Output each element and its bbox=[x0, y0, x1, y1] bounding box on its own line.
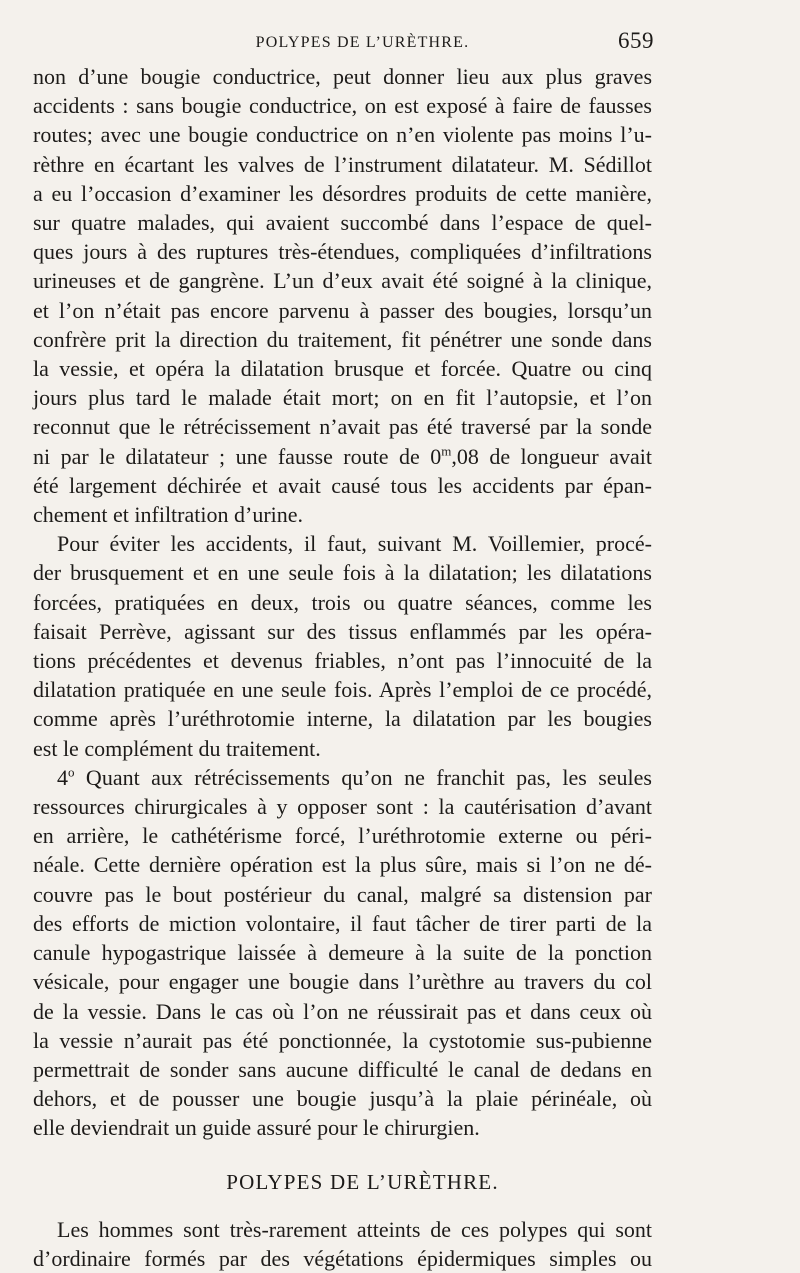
text-line: d’ordinaire formés par des végétations épidermiques simples ou bbox=[33, 1245, 652, 1271]
text-line: forcées, pratiquées en deux, trois ou quatre séances, comme les bbox=[33, 589, 652, 615]
paragraph-polypes bbox=[33, 1215, 652, 1273]
text-line: ques jours à des ruptures très-étendues, compliquées d’infiltrations bbox=[33, 239, 652, 265]
section-title: POLYPES DE L’URÈTHRE. bbox=[226, 1169, 499, 1194]
page-number: 659 bbox=[618, 28, 654, 53]
text-line: chement et infiltration d’urine. bbox=[33, 502, 304, 528]
text-line: non d’une bougie conductrice, peut donner lieu aux plus graves bbox=[33, 64, 652, 89]
text-line: faisait Perrève, agissant sur des tissus enflammés par les opéra- bbox=[33, 618, 652, 644]
text-line: ressources chirurgicales à y opposer sont : la cautérisation d’avant bbox=[33, 794, 652, 820]
item-text: Quant aux rétrécissements qu’on ne franchit pas, les seules bbox=[74, 764, 652, 790]
text-line: dehors, et de pousser une bougie jusqu’à la plaie périnéale, où bbox=[33, 1086, 652, 1112]
text-line: vésicale, pour engager une bougie dans l’urèthre au travers du col bbox=[33, 969, 652, 995]
paragraph-point-4 bbox=[33, 763, 652, 1143]
text-line: comme après l’uréthrotomie interne, la dilatation par les bougies bbox=[33, 706, 652, 732]
text-line: néale. Cette dernière opération est la plus sûre, mais si l’on ne dé- bbox=[33, 852, 652, 878]
text-line: accidents : sans bougie conductrice, on est exposé à faire de fausses bbox=[33, 93, 652, 119]
text-line: confrère prit la direction du traitement, fit pénétrer une sonde dans bbox=[33, 326, 652, 352]
item-number: 4 bbox=[57, 764, 68, 790]
text-line: canule hypogastrique laissée à demeure à la suite de la ponction bbox=[33, 940, 652, 966]
measure-text-before: ni par le dilatateur ; une fausse route de 0 bbox=[33, 443, 442, 469]
text-line: été largement déchirée et avait causé tous les accidents par épan- bbox=[33, 472, 652, 498]
text-line: a eu l’occasion d’examiner les désordres produits de cette manière, bbox=[33, 180, 652, 206]
text-line: Pour éviter les accidents, il faut, suivant M. Voillemier, procé- bbox=[57, 531, 652, 557]
item-number-superscript: o bbox=[68, 764, 75, 780]
text-line: reconnut que le rétrécissement n’avait pas été traversé par la sonde bbox=[33, 414, 652, 440]
text-line: dilatation pratiquée en une seule fois. Après l’emploi de ce procédé, bbox=[33, 677, 652, 703]
text-line: routes; avec une bougie conductrice on n’en violente pas moins l’u- bbox=[33, 122, 652, 148]
text-line: sur quatre malades, qui avaient succombé dans l’espace de quel- bbox=[33, 210, 652, 236]
text-line: couvre pas le bout postérieur du canal, malgré sa distension par bbox=[33, 881, 652, 907]
measure-text-after: ,08 de longueur avait bbox=[451, 443, 652, 469]
text-line: permettrait de sonder sans aucune difficulté le canal de dedans en bbox=[33, 1056, 652, 1082]
text-line: de la vessie. Dans le cas où l’on ne réussirait pas et dans ceux où bbox=[33, 998, 652, 1024]
paragraph-voillemier bbox=[33, 529, 652, 763]
text-line: et l’on n’était pas encore parvenu à passer des bougies, lorsqu’un bbox=[33, 297, 652, 323]
text-line: des efforts de miction volontaire, il faut tâcher de tirer parti de la bbox=[33, 910, 652, 936]
text-line: rèthre en écartant les valves de l’instrument dilatateur. M. Sédillot bbox=[33, 151, 652, 177]
text-line: la vessie n’aurait pas été ponctionnée, la cystotomie sus-pubienne bbox=[33, 1027, 652, 1053]
text-line: Les hommes sont très-rarement atteints de ces polypes qui sont bbox=[57, 1216, 652, 1242]
text-line: en arrière, le cathétérisme forcé, l’uréthrotomie externe ou péri- bbox=[33, 823, 652, 849]
page-header bbox=[33, 26, 652, 62]
running-head: POLYPES DE L’URÈTHRE. bbox=[255, 34, 470, 51]
text-line: est le complément du traitement. bbox=[33, 735, 321, 761]
text-line: jours plus tard le malade était mort; on en fit l’autopsie, et l’on bbox=[33, 385, 652, 411]
text-line-with-measure bbox=[33, 442, 652, 471]
text-line-numbered bbox=[33, 763, 652, 792]
text-line: la vessie, et opéra la dilatation brusque et forcée. Quatre ou cinq bbox=[33, 356, 652, 382]
text-line: urineuses et de gangrène. L’un d’eux avait été soigné à la clinique, bbox=[33, 268, 652, 294]
text-line: der brusquement et en une seule fois à la dilatation; les dilatations bbox=[33, 560, 652, 586]
page-body bbox=[33, 62, 652, 1273]
measure-superscript: m bbox=[441, 443, 452, 459]
text-line: elle deviendrait un guide assuré pour le chirurgien. bbox=[33, 1115, 480, 1141]
text-line: tions précédentes et devenus friables, n’ont pas l’innocuité de la bbox=[33, 648, 652, 674]
paragraph-sounds-accidents bbox=[33, 62, 652, 529]
